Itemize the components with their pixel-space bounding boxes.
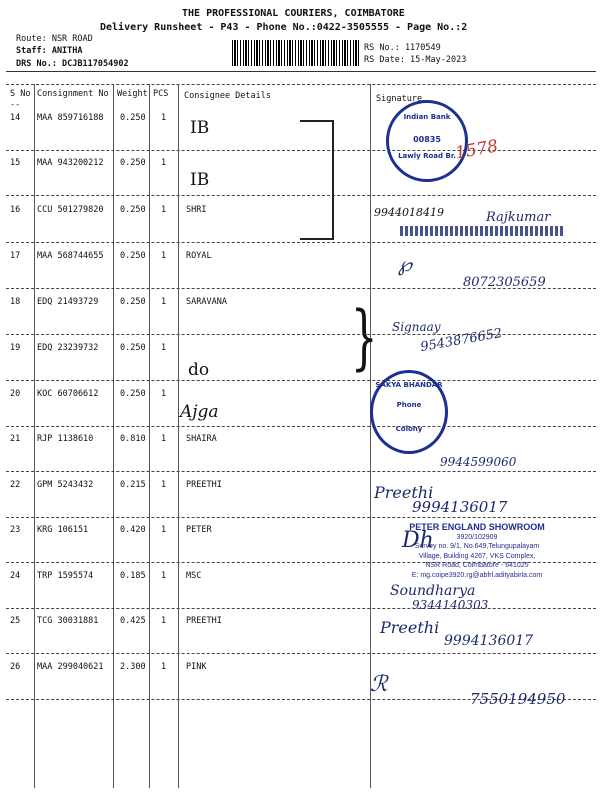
- cell-consignee: PREETHI: [186, 616, 222, 626]
- handwritten-phone: 9944599060: [440, 455, 517, 469]
- cell-consignee: PREETHI: [186, 480, 222, 490]
- cell-pcs: 1: [161, 571, 167, 581]
- cell-weight: 0.250: [120, 205, 146, 215]
- row-divider: [6, 517, 596, 518]
- handwritten-phone: 7550194950: [470, 690, 566, 708]
- cell-consignment: MAA 299040621: [37, 662, 104, 672]
- cell-pcs: 1: [161, 251, 167, 261]
- col-consignment: Consignment No: [37, 89, 109, 99]
- handwritten-1578: 1578: [453, 136, 500, 164]
- row-divider: [6, 195, 596, 196]
- cell-sno: 24: [10, 571, 21, 581]
- cell-pcs: 1: [161, 525, 167, 535]
- cell-sno: 25: [10, 616, 21, 626]
- cell-consignment: RJP 1138610: [37, 434, 94, 444]
- handwritten-phone: 9543876652: [419, 325, 504, 356]
- route-label: Route: NSR ROAD: [16, 34, 93, 44]
- cell-sno: 19: [10, 343, 21, 353]
- col-line: [178, 84, 179, 788]
- header-divider: [6, 71, 596, 72]
- cell-weight: 0.250: [120, 251, 146, 261]
- cell-consignee: PINK: [186, 662, 207, 672]
- cell-pcs: 1: [161, 297, 167, 307]
- cell-pcs: 1: [161, 158, 167, 168]
- row-divider: [6, 471, 596, 472]
- row-divider: [6, 608, 596, 609]
- cell-consignee: MSC: [186, 571, 202, 581]
- cell-weight: 0.810: [120, 434, 146, 444]
- handwritten-phone: 9994136017: [412, 498, 508, 516]
- cell-sno: 14: [10, 113, 21, 123]
- cell-consignee: SHAIRA: [186, 434, 217, 444]
- cell-consignee: SHRI: [186, 205, 207, 215]
- handwritten-signature: Preethi: [380, 618, 440, 637]
- cell-consignment: MAA 859716188: [37, 113, 104, 123]
- cell-consignment: MAA 943200212: [37, 158, 104, 168]
- staff-label: Staff: ANITHA: [16, 46, 83, 56]
- col-pcs: PCS: [153, 89, 169, 99]
- cell-sno: 15: [10, 158, 21, 168]
- cell-sno: 18: [10, 297, 21, 307]
- header-dash: --: [10, 100, 21, 110]
- handwritten-signature: ℘: [398, 252, 412, 276]
- cell-pcs: 1: [161, 662, 167, 672]
- cell-weight: 0.215: [120, 480, 146, 490]
- runsheet-subtitle: Delivery Runsheet - P43 - Phone No.:0422-3505555 - Page No.:2: [100, 22, 468, 33]
- handwritten-aiga: Ajga: [180, 402, 219, 422]
- col-weight: Weight: [117, 89, 148, 99]
- handwritten-signature: Preethi: [374, 483, 434, 502]
- handwritten-phone: 9944018419: [374, 206, 444, 219]
- cell-consignment: TRP 1595574: [37, 571, 94, 581]
- handwritten-signature: Signaay: [392, 320, 441, 334]
- barcode: [232, 40, 360, 66]
- cell-consignment: EDQ 23239732: [37, 343, 99, 353]
- handwritten-signature: Dh: [402, 528, 434, 553]
- cell-weight: 0.420: [120, 525, 146, 535]
- bracket-mark: [332, 120, 334, 240]
- cell-sno: 20: [10, 389, 21, 399]
- company-title: THE PROFESSIONAL COURIERS, COIMBATORE: [182, 8, 405, 19]
- handwritten-phone: 8072305659: [463, 275, 546, 290]
- cell-weight: 0.250: [120, 158, 146, 168]
- cell-pcs: 1: [161, 434, 167, 444]
- cell-consignment: KRG 106151: [37, 525, 89, 535]
- cell-weight: 0.250: [120, 113, 146, 123]
- cell-weight: 0.250: [120, 297, 146, 307]
- col-line: [113, 84, 114, 788]
- bracket-mark: [300, 120, 334, 122]
- peter-england-stamp: PETER ENGLAND SHOWROOM 3920/102909 Survey no. 9/1, No.649,Telungupalayam Village, Building 4267, VKS Complex, NSR Road, Coimbatore - 641025 E: mg.coipe3920.rg@abfrl.adityabirla.com: [409, 522, 545, 579]
- cell-sno: 26: [10, 662, 21, 672]
- row-divider: [6, 380, 596, 381]
- cell-pcs: 1: [161, 389, 167, 399]
- cell-sno: 16: [10, 205, 21, 215]
- handwritten-ib: IB: [190, 170, 210, 190]
- cell-weight: 0.250: [120, 389, 146, 399]
- handwritten-phone: 9344140303: [412, 598, 489, 612]
- handwritten-do: do: [188, 360, 210, 380]
- col-consignee: Consignee Details: [184, 91, 271, 101]
- bank-stamp: Indian Bank 00835 Lawly Road Br.: [386, 100, 468, 182]
- bhandar-stamp: SAKYA BHANDAR Phone Colony: [370, 370, 448, 454]
- cell-weight: 2.300: [120, 662, 146, 672]
- cell-pcs: 1: [161, 205, 167, 215]
- rs-number: RS No.: 1170549: [364, 43, 441, 53]
- cell-consignee: PETER: [186, 525, 212, 535]
- row-divider: [6, 334, 596, 335]
- bracket-mark: [300, 238, 334, 240]
- cell-consignment: TCG 30031881: [37, 616, 99, 626]
- handwritten-signature: Rajkumar: [486, 210, 551, 225]
- cell-sno: 23: [10, 525, 21, 535]
- col-signature: Signature: [376, 94, 423, 104]
- row-divider: [6, 653, 596, 654]
- drs-number: DRS No.: DCJB117054902: [16, 59, 129, 69]
- cell-weight: 0.250: [120, 343, 146, 353]
- cell-weight: 0.185: [120, 571, 146, 581]
- cell-consignee: ROYAL: [186, 251, 212, 261]
- row-divider: [6, 150, 596, 151]
- row-divider: [6, 426, 596, 427]
- handwritten-soundharya: Soundharya: [390, 583, 476, 599]
- cell-weight: 0.425: [120, 616, 146, 626]
- rs-date: RS Date: 15-May-2023: [364, 55, 467, 65]
- scribble-mark: [400, 226, 565, 236]
- col-line: [149, 84, 150, 788]
- cell-sno: 22: [10, 480, 21, 490]
- cell-sno: 21: [10, 434, 21, 444]
- cell-consignment: KOC 60706612: [37, 389, 99, 399]
- header-divider-dashed: [6, 84, 596, 85]
- cell-pcs: 1: [161, 480, 167, 490]
- cell-pcs: 1: [161, 616, 167, 626]
- cell-consignment: CCU 501279820: [37, 205, 104, 215]
- brace-mark: }: [350, 296, 378, 378]
- cell-consignment: MAA 568744655: [37, 251, 104, 261]
- row-divider: [6, 242, 596, 243]
- col-sno: S No: [10, 89, 31, 99]
- cell-pcs: 1: [161, 113, 167, 123]
- cell-pcs: 1: [161, 343, 167, 353]
- cell-sno: 17: [10, 251, 21, 261]
- col-line: [34, 84, 35, 788]
- handwritten-signature: ℛ: [370, 672, 388, 697]
- cell-consignment: GPM 5243432: [37, 480, 94, 490]
- handwritten-ib: IB: [190, 118, 210, 138]
- cell-consignment: EDQ 21493729: [37, 297, 99, 307]
- cell-consignee: SARAVANA: [186, 297, 227, 307]
- handwritten-phone: 9994136017: [444, 633, 534, 649]
